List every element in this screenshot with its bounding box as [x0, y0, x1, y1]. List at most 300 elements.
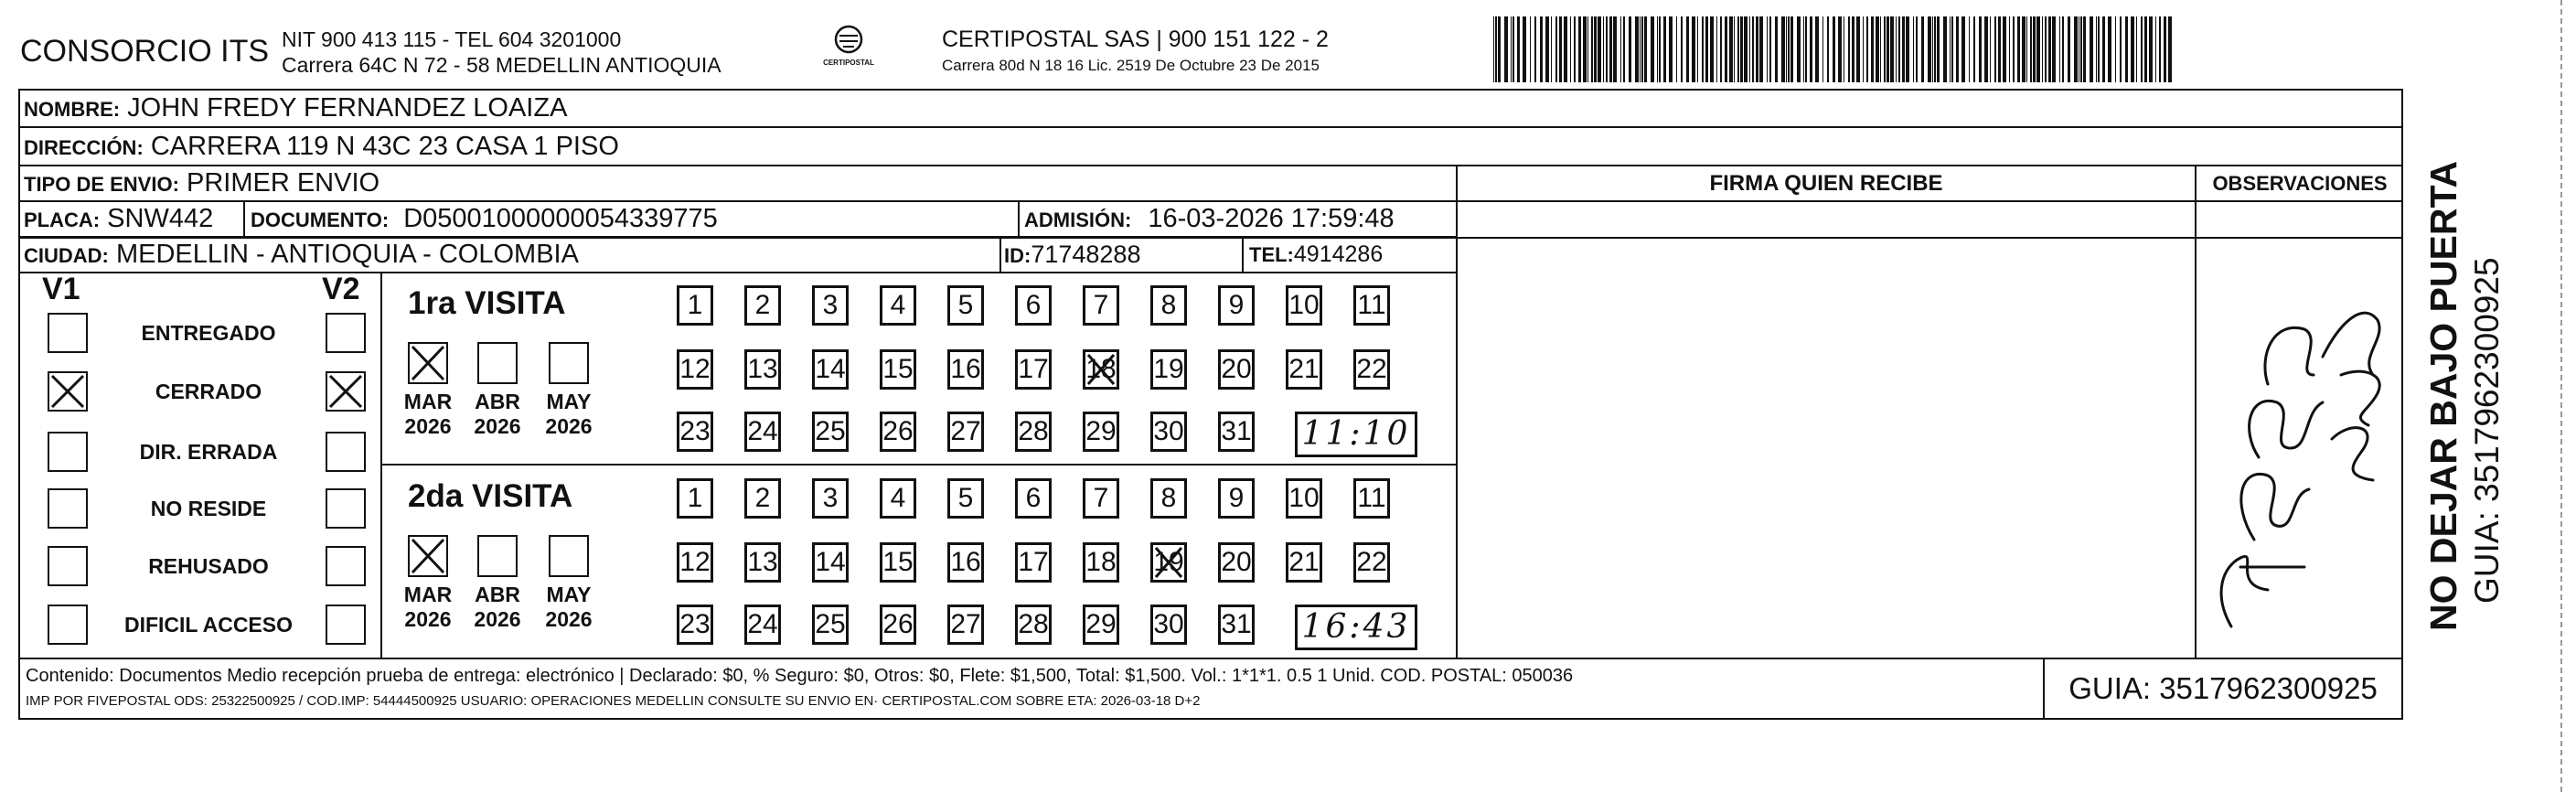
barcode-bar	[1913, 16, 1914, 82]
barcode-bar	[1606, 16, 1608, 82]
day-number: 30	[1153, 416, 1184, 446]
day-box[interactable]	[677, 478, 713, 519]
status-label: DIFICIL ACCESO	[123, 613, 293, 637]
day-number: 3	[822, 483, 839, 513]
day-box[interactable]	[880, 542, 916, 583]
tel-cell	[1249, 238, 1383, 272]
tel-label: TEL:	[1249, 243, 1294, 266]
day-box[interactable]	[947, 285, 984, 326]
placa-label: PLACA:	[24, 209, 101, 231]
month-checkbox[interactable]	[549, 535, 589, 577]
visit-title: 1ra VISITA	[408, 285, 566, 321]
day-box[interactable]	[1218, 478, 1255, 519]
day-box[interactable]	[1353, 349, 1390, 390]
month-year: 2026	[545, 414, 593, 438]
status-v1-checkbox[interactable]	[48, 371, 88, 412]
barcode-bar	[1629, 16, 1631, 82]
admision-label: ADMISIÓN:	[1024, 209, 1132, 231]
day-number: 12	[679, 547, 711, 577]
barcode-bar	[1863, 16, 1864, 82]
status-v1-checkbox[interactable]	[48, 488, 88, 529]
day-number: 7	[1093, 290, 1109, 320]
barcode-bar	[2115, 16, 2116, 82]
day-number: 19	[1153, 547, 1184, 577]
day-box[interactable]	[1218, 542, 1255, 583]
barcode-bar	[1902, 16, 1905, 82]
status-label: ENTREGADO	[141, 321, 276, 345]
day-number: 8	[1160, 290, 1177, 320]
status-label: DIR. ERRADA	[139, 440, 278, 464]
barcode-bar	[2083, 16, 2086, 82]
company-address: Carrera 64C N 72 - 58 MEDELLIN ANTIOQUIA	[282, 53, 721, 77]
barcode-bar	[1756, 16, 1758, 82]
day-box[interactable]	[1353, 542, 1390, 583]
footer-guia: GUIA: 3517962300925	[2068, 671, 2378, 705]
day-number: 15	[882, 547, 914, 577]
day-number: 29	[1085, 609, 1117, 639]
day-box[interactable]	[880, 478, 916, 519]
day-number: 14	[815, 354, 846, 384]
day-box[interactable]	[1015, 412, 1052, 452]
documento-cell	[251, 202, 718, 237]
barcode-bar	[2003, 16, 2006, 82]
day-number: 9	[1228, 290, 1245, 320]
month-label	[470, 390, 525, 439]
barcode-bar	[1734, 16, 1735, 82]
status-v1-checkbox[interactable]	[48, 605, 88, 645]
day-box[interactable]	[677, 542, 713, 583]
barcode-bar	[1517, 16, 1520, 82]
carrier-line1: CERTIPOSTAL SAS | 900 151 122 - 2	[942, 27, 1329, 52]
day-box[interactable]	[1286, 349, 1322, 390]
barcode-bar	[1737, 16, 1739, 82]
day-box[interactable]	[947, 542, 984, 583]
x-mark-icon	[327, 373, 364, 410]
status-v2-checkbox[interactable]	[326, 371, 366, 412]
barcode-bar	[1594, 16, 1597, 82]
barcode-bar	[1769, 16, 1771, 82]
day-box[interactable]	[947, 412, 984, 452]
handwritten-signature	[2204, 265, 2396, 640]
status-v1-checkbox[interactable]	[48, 432, 88, 472]
footer-contenido: Contenido: Documentos Medio recepción prueba de entrega: electrónico | Declarado: $0, % Seguro: $0, Otros: $0, Flete: $1,500, Total: $1,500. Vol.: 1*1*1. 0.5 1 Unid. COD. POSTAL: 050036	[26, 666, 1574, 686]
barcode-bar	[1934, 16, 1936, 82]
day-box[interactable]	[677, 605, 713, 645]
barcode-bar	[1720, 16, 1722, 82]
barcode-bar	[1916, 16, 1918, 82]
day-box[interactable]	[1083, 605, 1119, 645]
day-box[interactable]	[947, 478, 984, 519]
status-v2-checkbox[interactable]	[326, 432, 366, 472]
barcode-bar	[2022, 16, 2026, 82]
barcode-bar	[1512, 16, 1514, 82]
barcode-bar	[1540, 16, 1543, 82]
nombre-value: JOHN FREDY FERNANDEZ LOAIZA	[127, 93, 568, 123]
status-label: CERRADO	[155, 380, 262, 403]
month-label	[541, 390, 596, 439]
barcode-bar	[1852, 16, 1855, 82]
barcode-bar	[2062, 16, 2064, 82]
barcode-bar	[1876, 16, 1879, 82]
barcode-bar	[1530, 16, 1531, 82]
placa-value: SNW442	[107, 204, 214, 233]
barcode-bar	[1583, 16, 1587, 82]
day-number: 4	[890, 290, 906, 320]
barcode-bar	[1613, 16, 1617, 82]
day-box[interactable]	[880, 285, 916, 326]
barcode-bar	[1651, 16, 1654, 82]
day-number: 17	[1018, 354, 1049, 384]
barcode-bar	[1928, 16, 1931, 82]
nombre-row	[24, 91, 567, 126]
barcode-bar	[1641, 16, 1643, 82]
day-number: 17	[1018, 547, 1049, 577]
day-box[interactable]	[1083, 349, 1119, 390]
barcode-bar	[2102, 16, 2105, 82]
day-number: 10	[1288, 483, 1320, 513]
barcode-bar	[2159, 16, 2161, 82]
barcode-bar	[1994, 16, 1996, 82]
day-number: 12	[679, 354, 711, 384]
v1-header: V1	[42, 272, 80, 306]
day-box[interactable]	[1150, 349, 1187, 390]
day-box[interactable]	[947, 605, 984, 645]
barcode-bar	[2149, 16, 2153, 82]
id-label: ID:	[1004, 244, 1031, 267]
day-box[interactable]	[1015, 349, 1052, 390]
barcode-bar	[1781, 16, 1785, 82]
day-box[interactable]	[812, 349, 849, 390]
barcode-bar	[2098, 16, 2100, 82]
day-number: 15	[882, 354, 914, 384]
barcode-bar	[1880, 16, 1881, 82]
day-box[interactable]	[1150, 542, 1187, 583]
day-number: 21	[1288, 547, 1320, 577]
barcode-bar	[1511, 16, 1512, 82]
month-checkbox[interactable]	[477, 342, 518, 384]
ciudad-value: MEDELLIN - ANTIOQUIA - COLOMBIA	[115, 240, 579, 269]
barcode-bar	[1969, 16, 1970, 82]
barcode-bar	[1686, 16, 1689, 82]
day-number: 23	[679, 609, 711, 639]
status-v1-checkbox[interactable]	[48, 546, 88, 586]
day-box[interactable]	[1015, 542, 1052, 583]
barcode-bar	[2164, 16, 2166, 82]
day-box[interactable]	[1286, 478, 1322, 519]
side-warning: NO DEJAR BAJO PUERTA	[2422, 160, 2464, 631]
barcode-bar	[1797, 16, 1801, 82]
barcode-bar	[1578, 16, 1581, 82]
day-number: 16	[950, 547, 981, 577]
month-checkbox[interactable]	[477, 535, 518, 577]
day-number: 6	[1025, 483, 1042, 513]
barcode-bar	[1644, 16, 1647, 82]
day-number: 13	[747, 354, 778, 384]
barcode-bar	[1752, 16, 1754, 82]
handwritten-time[interactable]: 11:10	[1295, 412, 1417, 457]
month-year: 2026	[474, 414, 521, 438]
day-box[interactable]	[744, 542, 781, 583]
day-box[interactable]	[812, 285, 849, 326]
barcode-bar	[1884, 16, 1886, 82]
day-number: 2	[754, 290, 771, 320]
barcode-bar	[2120, 16, 2122, 82]
barcode-bar	[1984, 16, 1988, 82]
barcode-bar	[2141, 16, 2143, 82]
id-value: 71748288	[1031, 241, 1141, 268]
barcode-bar	[2030, 16, 2032, 82]
day-box[interactable]	[1218, 349, 1255, 390]
barcode-bar	[2136, 16, 2137, 82]
month-name: ABR	[475, 583, 520, 606]
day-box[interactable]	[744, 349, 781, 390]
admision-cell	[1024, 202, 1395, 237]
barcode-bar	[1705, 16, 1708, 82]
day-box[interactable]	[1015, 478, 1052, 519]
barcode-bar	[1570, 16, 1571, 82]
day-number: 30	[1153, 609, 1184, 639]
day-box[interactable]	[1015, 285, 1052, 326]
barcode-bar	[1740, 16, 1743, 82]
id-cell	[1004, 238, 1140, 273]
barcode-bar	[1866, 16, 1868, 82]
barcode-bar	[1896, 16, 1897, 82]
barcode-bar	[1559, 16, 1562, 82]
day-box[interactable]	[744, 478, 781, 519]
barcode-bar	[1810, 16, 1812, 82]
firma-header: FIRMA QUIEN RECIBE	[1709, 171, 1943, 196]
month-name: MAR	[403, 583, 453, 606]
day-box[interactable]	[812, 412, 849, 452]
day-box[interactable]	[880, 349, 916, 390]
day-box[interactable]	[880, 605, 916, 645]
barcode-bar	[1555, 16, 1557, 82]
day-number: 28	[1018, 416, 1049, 446]
barcode-bar	[1951, 16, 1953, 82]
barcode-bar	[1702, 16, 1704, 82]
status-v2-checkbox[interactable]	[326, 488, 366, 529]
day-number: 5	[957, 290, 974, 320]
barcode-bar	[1822, 16, 1823, 82]
day-box[interactable]	[677, 412, 713, 452]
day-number: 31	[1221, 609, 1252, 639]
barcode-bar	[1887, 16, 1889, 82]
barcode-bar	[2080, 16, 2082, 82]
barcode-bar	[2168, 16, 2172, 82]
barcode-bar	[1767, 16, 1768, 82]
day-box[interactable]	[1218, 605, 1255, 645]
visit-title: 2da VISITA	[408, 478, 573, 514]
company-name: CONSORCIO ITS	[20, 34, 270, 69]
status-v1-checkbox[interactable]	[48, 313, 88, 353]
barcode-bar	[2052, 16, 2056, 82]
day-number: 5	[957, 483, 974, 513]
barcode-bar	[1498, 16, 1501, 82]
barcode-bar	[1961, 16, 1965, 82]
barcode-bar	[1803, 16, 1804, 82]
barcode-bar	[1603, 16, 1604, 82]
month-label	[541, 583, 596, 632]
day-number: 4	[890, 483, 906, 513]
barcode-bar	[1574, 16, 1576, 82]
barcode-bar	[2009, 16, 2010, 82]
barcode-bar	[2096, 16, 2097, 82]
company-nit: NIT 900 413 115 - TEL 604 3201000	[282, 27, 622, 51]
day-box[interactable]	[1150, 605, 1187, 645]
day-number: 19	[1153, 354, 1184, 384]
day-number: 22	[1356, 547, 1387, 577]
day-number: 14	[815, 547, 846, 577]
x-mark-icon	[1085, 352, 1117, 387]
day-box[interactable]	[1353, 285, 1390, 326]
month-checkbox[interactable]	[549, 342, 589, 384]
day-number: 7	[1093, 483, 1109, 513]
day-box[interactable]	[677, 285, 713, 326]
barcode-bar	[1716, 16, 1717, 82]
barcode-bar	[1551, 16, 1552, 82]
direccion-row	[24, 130, 619, 165]
day-number: 28	[1018, 609, 1049, 639]
status-v2-checkbox[interactable]	[326, 313, 366, 353]
barcode-bar	[1805, 16, 1807, 82]
day-box[interactable]	[1150, 478, 1187, 519]
day-box[interactable]	[1150, 412, 1187, 452]
barcode-bar	[1663, 16, 1666, 82]
barcode-bar	[1523, 16, 1526, 82]
day-number: 20	[1221, 547, 1252, 577]
day-box[interactable]	[1083, 285, 1119, 326]
barcode-bar	[1620, 16, 1621, 82]
tipo-row	[24, 166, 379, 201]
status-v2-checkbox[interactable]	[326, 605, 366, 645]
day-number: 9	[1228, 483, 1245, 513]
x-mark-icon	[410, 344, 446, 382]
day-number: 11	[1357, 290, 1386, 320]
barcode-bar	[2026, 16, 2027, 82]
barcode-bar	[1710, 16, 1714, 82]
day-box[interactable]	[880, 412, 916, 452]
barcode-bar	[1856, 16, 1860, 82]
barcode-bar	[1786, 16, 1787, 82]
barcode-bar	[1815, 16, 1819, 82]
day-box[interactable]	[812, 478, 849, 519]
barcode-bar	[1598, 16, 1601, 82]
day-box[interactable]	[1286, 542, 1322, 583]
day-box[interactable]	[677, 349, 713, 390]
month-label	[470, 583, 525, 632]
barcode-bar	[1898, 16, 1900, 82]
day-number: 2	[754, 483, 771, 513]
x-mark-icon	[49, 373, 86, 410]
footer-imp: IMP POR FIVEPOSTAL ODS: 25322500925 / COD.IMP: 54444500925 USUARIO: OPERACIONES MEDELLIN CONSULTE SU ENVIO EN· CERTIPOSTAL.COM SOBRE ETA: 2026-03-18 D+2	[26, 693, 1201, 709]
day-number: 21	[1288, 354, 1320, 384]
day-number: 18	[1085, 547, 1117, 577]
barcode-bar	[1890, 16, 1894, 82]
day-box[interactable]	[1150, 285, 1187, 326]
day-box[interactable]	[1286, 285, 1322, 326]
barcode-bar	[2042, 16, 2043, 82]
status-v2-checkbox[interactable]	[326, 546, 366, 586]
handwritten-time[interactable]: 16:43	[1295, 605, 1417, 650]
day-box[interactable]	[1218, 412, 1255, 452]
admision-value: 16-03-2026 17:59:48	[1148, 204, 1395, 233]
day-box[interactable]	[812, 542, 849, 583]
documento-label: DOCUMENTO:	[251, 209, 390, 231]
barcode-bar	[1827, 16, 1829, 82]
day-number: 25	[815, 416, 846, 446]
month-label	[401, 390, 455, 439]
day-number: 11	[1357, 483, 1386, 513]
barcode-bar	[1564, 16, 1567, 82]
barcode-bar	[1950, 16, 1951, 82]
day-number: 26	[882, 416, 914, 446]
observaciones-header: OBSERVACIONES	[2212, 172, 2388, 195]
day-number: 27	[950, 609, 981, 639]
ciudad-label: CIUDAD:	[24, 244, 109, 267]
side-guia: GUIA: 3517962300925	[2468, 257, 2506, 604]
barcode-bar	[1545, 16, 1549, 82]
barcode-bar	[1669, 16, 1673, 82]
day-number: 18	[1085, 354, 1117, 384]
barcode-bar	[1871, 16, 1874, 82]
barcode-bar	[1697, 16, 1698, 82]
barcode-bar	[1775, 16, 1778, 82]
day-number: 3	[822, 290, 839, 320]
barcode-bar	[1725, 16, 1727, 82]
month-year: 2026	[545, 607, 593, 631]
barcode-bar	[2059, 16, 2060, 82]
day-box[interactable]	[1218, 285, 1255, 326]
barcode-bar	[1956, 16, 1959, 82]
barcode-bar	[2068, 16, 2070, 82]
month-checkbox[interactable]	[408, 342, 448, 384]
barcode-bar	[2074, 16, 2078, 82]
barcode-bar	[1990, 16, 1991, 82]
day-number: 1	[687, 483, 703, 513]
month-name: ABR	[475, 390, 520, 413]
day-box[interactable]	[812, 605, 849, 645]
day-box[interactable]	[1083, 478, 1119, 519]
day-box[interactable]	[744, 412, 781, 452]
barcode-bar	[1681, 16, 1683, 82]
day-box[interactable]	[947, 349, 984, 390]
barcode-bar	[2033, 16, 2036, 82]
certipostal-logo	[814, 24, 883, 77]
day-box[interactable]	[1083, 542, 1119, 583]
day-number: 8	[1160, 483, 1177, 513]
day-box[interactable]	[1083, 412, 1119, 452]
barcode-bar	[1493, 16, 1494, 82]
month-name: MAR	[403, 390, 453, 413]
v2-header: V2	[322, 272, 360, 306]
nombre-label: NOMBRE:	[24, 98, 121, 121]
barcode-bar	[1833, 16, 1835, 82]
day-box[interactable]	[744, 605, 781, 645]
barcode-bar	[2090, 16, 2093, 82]
barcode-bar	[1906, 16, 1909, 82]
barcode-bar	[1692, 16, 1695, 82]
barcode-bar	[1623, 16, 1625, 82]
month-checkbox[interactable]	[408, 535, 448, 577]
day-box[interactable]	[744, 285, 781, 326]
barcode-bar	[1838, 16, 1842, 82]
day-number: 22	[1356, 354, 1387, 384]
barcode-bar	[2144, 16, 2147, 82]
day-box[interactable]	[1015, 605, 1052, 645]
barcode-bar	[1998, 16, 2001, 82]
day-box[interactable]	[1353, 478, 1390, 519]
barcode-bar	[1759, 16, 1763, 82]
